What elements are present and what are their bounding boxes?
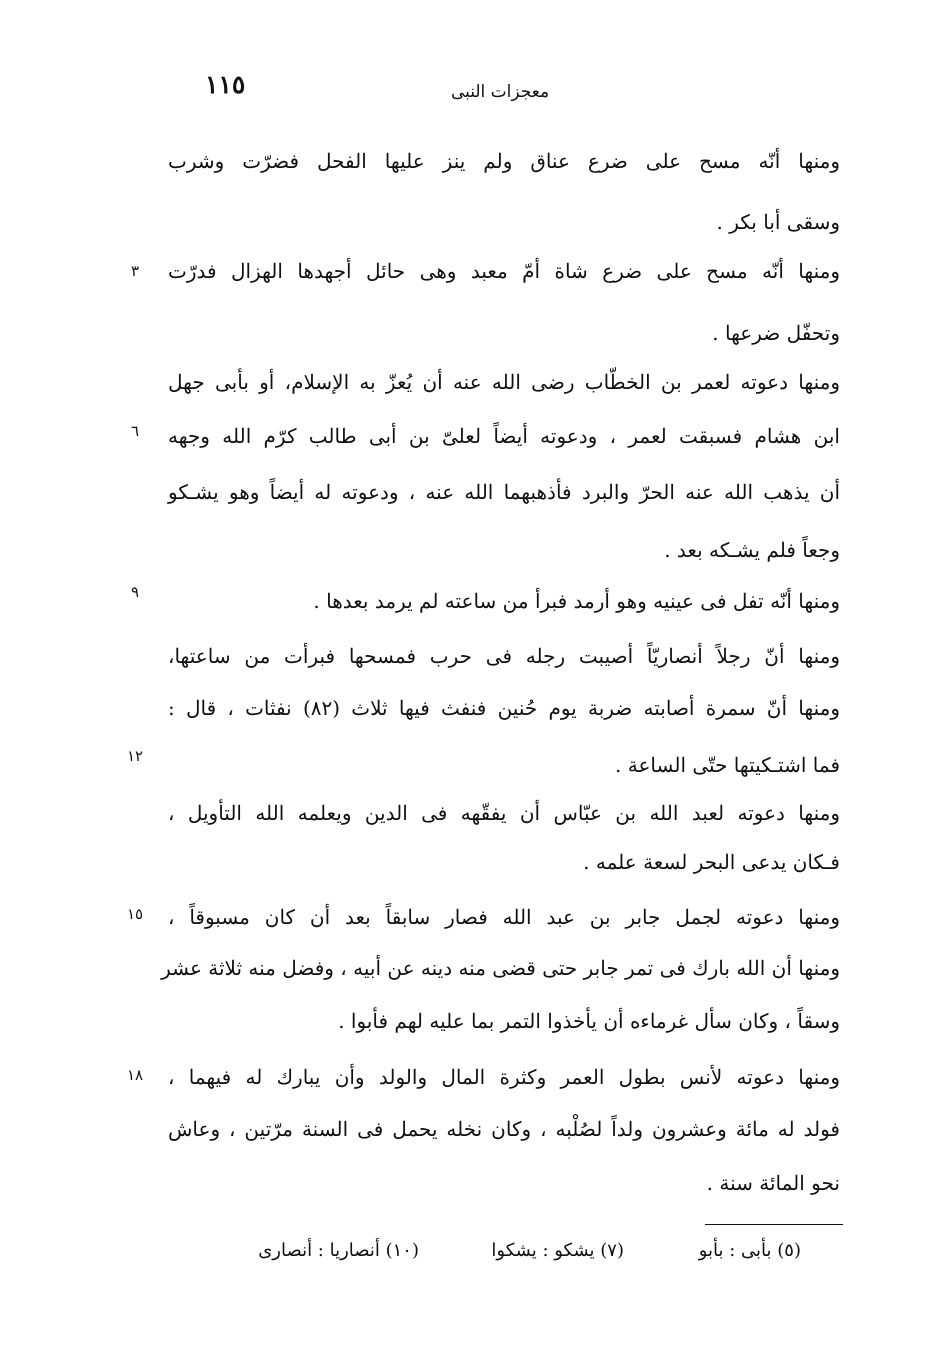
line-number: ١٥ [126, 905, 144, 923]
text-line: ومنها دعوته لعبد الله بن عبّاس أن يفقّهه فى الدين ويعلمه الله التأويل ، [168, 801, 840, 825]
text-line: وتحفّل ضرعها . [712, 321, 840, 345]
line-number: ٣ [130, 262, 140, 280]
text-line: فما اشتـكيتها حتّى الساعة . [615, 753, 840, 777]
text-line: وجعاً فلم يشـكه بعد . [664, 538, 840, 562]
line-number: ٩ [130, 583, 140, 601]
footnote: (١٠) أنصاريا : أنصارى [258, 1240, 419, 1261]
text-line: ومنها دعوته لجمل جابر بن عبد الله فصار سابقاً بعد أن كان مسبوقاً ، [168, 905, 840, 929]
text-line: ومنها أنّه تفل فى عينيه وهو أرمد فبرأ من ساعته لم يرمد بعدها . [313, 589, 840, 613]
text-line: وسقاً ، وكان سأل غرماءه أن يأخذوا التمر بما عليه لهم فأبوا . [338, 1009, 840, 1033]
footnote: (٥) بأبى : بأبو [698, 1240, 801, 1261]
text-line: نحو المائة سنة . [706, 1171, 840, 1195]
text-line: ومنها أنّه مسح على ضرع شاة أمّ معبد وهى حائل أجهدها الهزال فدرّت [168, 259, 840, 283]
line-number: ٦ [130, 422, 140, 440]
page-number: ١١٥ [205, 70, 246, 99]
text-line: وسقى أبا بكر . [716, 210, 840, 234]
text-line: ومنها أنّ سمرة أصابته ضربة يوم حُنين فنفث فيها ثلاث (٨٢) نفثات ، قال : [168, 696, 840, 720]
text-line: ومنها أنّ رجلاً أنصاريّاً أصيبت رجله فى حرب فمسحها فبرأت من ساعتها، [168, 644, 840, 668]
line-number: ١٢ [126, 747, 144, 765]
text-line: فولد له مائة وعشرون ولداً لصُلْبه ، وكان نخله يحمل فى السنة مرّتين ، وعاش [168, 1117, 840, 1141]
text-line: ومنها أن الله بارك فى تمر جابر حتى قضى منه دينه عن أبيه ، وفضل منه ثلاثة عشر [161, 956, 840, 980]
text-line: أن يذهب الله عنه الحرّ والبرد فأذهبهما الله عنه ، ودعوته له أيضاً وهو يشـكو [168, 480, 840, 504]
text-line: ابن هشام فسبقت لعمر ، ودعوته أيضاً لعلىّ بن أبى طالب كرّم الله وجهه [168, 424, 840, 448]
footnote: (٧) يشكو : يشكوا [491, 1240, 624, 1261]
line-number: ١٨ [126, 1066, 144, 1084]
footnote-divider [705, 1224, 843, 1225]
text-line: ومنها أنّه مسح على ضرع عناق ولم ينز عليها الفحل فضرّت وشرب [168, 149, 840, 173]
text-line: فـكان يدعى البحر لسعة علمه . [583, 850, 840, 874]
running-title: معجزات النبى [450, 82, 550, 102]
text-line: ومنها دعوته لعمر بن الخطّاب رضى الله عنه أن يُعزّ به الإسلام، أو بأبى جهل [168, 370, 840, 394]
text-line: ومنها دعوته لأنس بطول العمر وكثرة المال والولد وأن يبارك له فيهما ، [168, 1065, 840, 1089]
